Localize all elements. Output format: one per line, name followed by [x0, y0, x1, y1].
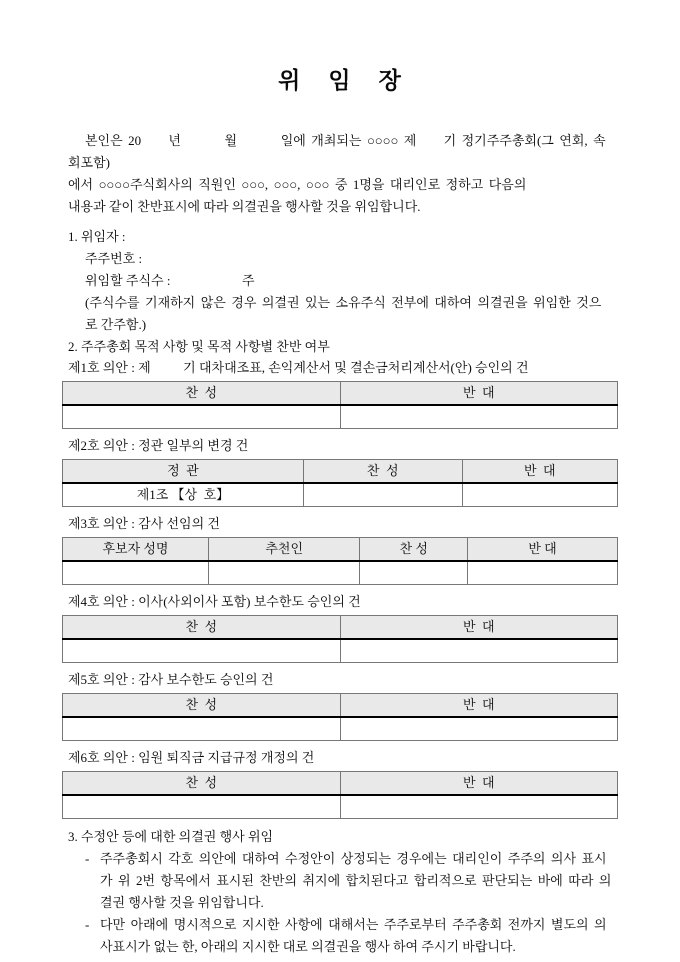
agenda-item — [62, 670, 618, 741]
vote-table-header-cell: 반 대 — [340, 772, 618, 796]
vote-table — [62, 537, 618, 585]
bullet-item — [62, 914, 618, 958]
vote-table-cell — [340, 795, 618, 819]
vote-table-header-cell: 찬 성 — [63, 694, 341, 718]
text-line: (주식수를 기재하지 않은 경우 의결권 있는 소유주식 전부에 대하여 의결권을 위임한 것으 — [85, 295, 602, 310]
bullet-marker: - — [85, 917, 90, 932]
text-line: 로 간주함.) — [85, 317, 147, 332]
vote-table-cell — [63, 717, 341, 741]
text-line: 에서 ○○○○주식회사의 직원인 ○○○, ○○○, ○○○ 중 1명을 대리인로 정하고 다음의 — [68, 177, 527, 192]
agenda-item — [62, 514, 618, 585]
vote-table-cell — [360, 561, 468, 585]
vote-table-header-cell: 추천인 — [208, 538, 360, 562]
agenda-list — [62, 358, 618, 819]
vote-table — [62, 771, 618, 819]
vote-table-cell: 제1조 【상 호】 — [63, 483, 304, 507]
section-3-heading: 3. 수정안 등에 대한 의결권 행사 위임 — [68, 829, 274, 844]
intro-paragraph — [62, 130, 618, 218]
agenda-label: 제3호 의안 : 감사 선임의 건 — [68, 516, 220, 531]
vote-table-cell — [340, 405, 618, 429]
agenda-item — [62, 748, 618, 819]
vote-table — [62, 381, 618, 429]
vote-table-header-cell: 찬 성 — [63, 382, 341, 406]
bullet-item — [62, 848, 618, 914]
vote-table-cell — [208, 561, 360, 585]
text-line: 결권 행사할 것을 위임합니다. — [100, 895, 264, 910]
vote-table-header-cell: 찬 성 — [63, 772, 341, 796]
agenda-item — [62, 592, 618, 663]
section-2-heading: 2. 주주총회 목적 사항 및 목적 사항별 찬반 여부 — [68, 339, 330, 354]
vote-table-header-cell: 반 대 — [340, 616, 618, 640]
document-title: 위 임 장 — [278, 68, 402, 93]
vote-table-cell — [468, 561, 618, 585]
vote-table-header-cell: 반 대 — [462, 460, 617, 484]
text-line: 위임할 주식수 : 주 — [85, 273, 255, 288]
agenda-label: 제4호 의안 : 이사(사외이사 포함) 보수한도 승인의 건 — [68, 594, 361, 609]
vote-table-cell — [303, 483, 462, 507]
vote-table-header-cell: 반 대 — [340, 694, 618, 718]
vote-table-header-cell: 정 관 — [63, 460, 304, 484]
vote-table — [62, 615, 618, 663]
section-1-body — [62, 248, 618, 336]
text-line: 내용과 같이 찬반표시에 따라 의결권을 행사할 것을 위임합니다. — [68, 199, 421, 214]
vote-table-header-cell: 찬 성 — [303, 460, 462, 484]
vote-table-header-cell: 반 대 — [340, 382, 618, 406]
vote-table-cell — [340, 717, 618, 741]
bullet-lines — [100, 914, 618, 958]
text-line: 사표시가 없는 한, 아래의 지시한 대로 의결권을 행사 하여 주시기 바랍니다. — [100, 939, 516, 954]
vote-table-cell — [63, 405, 341, 429]
agenda-label: 제6호 의안 : 임원 퇴직금 지급규정 개정의 건 — [68, 750, 315, 765]
text-line: 가 위 2번 항목에서 표시된 찬반의 취지에 합치된다고 합리적으로 판단되는 바에 따라 의 — [100, 873, 612, 888]
text-line: 주주번호 : — [85, 251, 143, 266]
section-1 — [62, 226, 618, 336]
agenda-label: 제2호 의안 : 정관 일부의 변경 건 — [68, 438, 249, 453]
section-2 — [62, 336, 618, 819]
agenda-item — [62, 436, 618, 507]
bullet-marker: - — [85, 851, 90, 866]
vote-table — [62, 459, 618, 507]
section-1-heading: 1. 위임자 : — [68, 229, 126, 244]
vote-table-cell — [340, 639, 618, 663]
text-line: 다만 아래에 명시적으로 지시한 사항에 대해서는 주주로부터 주주총회 전까지 별도의 의 — [100, 917, 607, 932]
agenda-label: 제5호 의안 : 감사 보수한도 승인의 건 — [68, 672, 274, 687]
vote-table-header-cell: 후보자 성명 — [63, 538, 209, 562]
section-3-bullets — [62, 848, 618, 958]
vote-table-cell — [63, 561, 209, 585]
vote-table-header-cell: 찬 성 — [63, 616, 341, 640]
vote-table-cell — [63, 795, 341, 819]
vote-table-header-cell: 찬 성 — [360, 538, 468, 562]
text-line: 주주총회시 각호 의안에 대하여 수정안이 상정되는 경우에는 대리인이 주주의 의사 표시 — [100, 851, 607, 866]
section-3 — [62, 826, 618, 958]
vote-table-cell — [63, 639, 341, 663]
bullet-lines — [100, 848, 618, 914]
text-line: 본인은 20 년 월 일에 개최되는 ○○○○ 제 기 정기주주총회(그 연회, 속회포함) — [68, 133, 606, 170]
vote-table-header-cell: 반 대 — [468, 538, 618, 562]
vote-table — [62, 693, 618, 741]
agenda-label: 제1호 의안 : 제 기 대차대조표, 손익계산서 및 결손금처리계산서(안) 승인의 건 — [68, 360, 529, 375]
agenda-item — [62, 358, 618, 429]
vote-table-cell — [462, 483, 617, 507]
